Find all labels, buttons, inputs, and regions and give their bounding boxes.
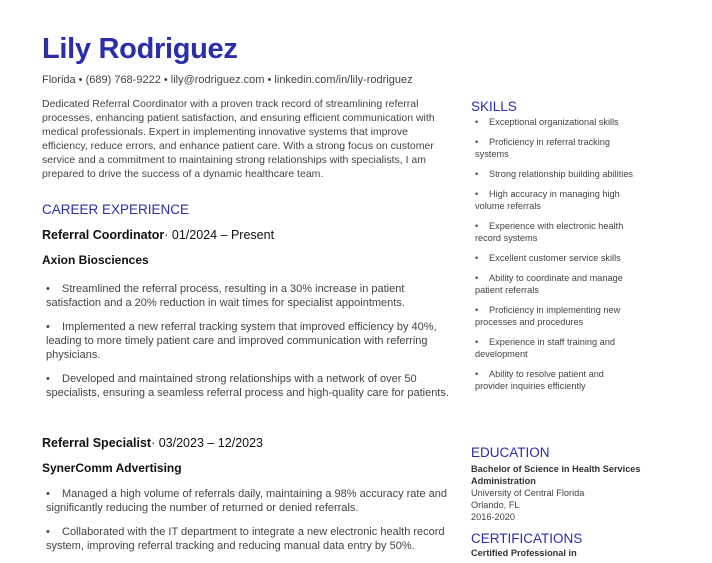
list-item: • Managed a high volume of referrals daily, maintaining a 98% accuracy rate and significantly reducing the number of returned or denied referrals. [46, 488, 448, 514]
job-dates-1: · 01/2024 – Present [164, 228, 275, 242]
school: University of Central Florida [471, 488, 585, 498]
degree: Bachelor of Science in Health Services Administration [471, 464, 641, 486]
summary-paragraph: Dedicated Referral Coordinator with a proven track record of streamlining referral processes, enhancing patient satisfaction, and ensuring efficient communication with medical professionals. Expert in implementing innovative systems that improve efficiency, reduce errors, and enhance patient care. With a strong focus on customer service and a commitment to maintaining strong relationships with specialists, I am prepared to drive the success of a dynamic healthcare team. [42, 98, 435, 180]
certifications-heading: CERTIFICATIONS [471, 531, 583, 546]
education-years: 2016-2020 [471, 512, 515, 522]
list-item: • Collaborated with the IT department to integrate a new electronic health record system, improving referral tracking and reducing manual data entry by 50%. [46, 526, 445, 552]
contact-line: Florida • (689) 768-9222 • lily@rodriguez.com • linkedin.com/in/lily-rodriguez [42, 74, 413, 86]
experience-heading: CAREER EXPERIENCE [42, 202, 190, 217]
list-item: • Exceptional organizational skills [475, 117, 619, 127]
list-item: • Implemented a new referral tracking system that improved efficiency by 40%, leading to more timely patient care and improved communication with referring physicians. [46, 321, 437, 361]
education-entry [471, 463, 641, 523]
certification-entry: Certified Professional in [471, 548, 577, 558]
list-item: • Strong relationship building abilities [475, 169, 634, 179]
education-heading: EDUCATION [471, 445, 550, 460]
list-item: • Developed and maintained strong relationships with a network of over 50 specialists, ensuring a seamless referral process and high-quality care for patients. [46, 373, 449, 399]
job-dates-2: · 03/2023 – 12/2023 [151, 436, 263, 450]
job-title-2 [42, 436, 263, 450]
list-item: • Ability to resolve patient and provider inquiries efficiently [475, 369, 604, 391]
candidate-name: Lily Rodriguez [42, 33, 238, 65]
school-location: Orlando, FL [471, 500, 520, 510]
list-item: • Excellent customer service skills [475, 253, 621, 263]
list-item: • Proficiency in referral tracking systems [475, 137, 611, 159]
company-2: SynerComm Advertising [42, 461, 182, 475]
list-item: • Proficiency in implementing new processes and procedures [475, 305, 621, 327]
list-item: • High accuracy in managing high volume referrals [475, 189, 620, 211]
list-item: • Experience with electronic health record systems [475, 221, 624, 243]
job-role-1: Referral Coordinator [42, 228, 165, 242]
job-bullets-1 [46, 282, 458, 410]
job-role-2: Referral Specialist [42, 436, 152, 450]
skills-heading: SKILLS [471, 99, 517, 114]
skills-list [475, 116, 635, 400]
job-title-1 [42, 228, 274, 242]
list-item: • Streamlined the referral process, resulting in a 30% increase in patient satisfaction and a 20% reduction in wait times for specialist appointments. [46, 283, 405, 309]
company-1: Axion Biosciences [42, 253, 149, 267]
list-item: • Ability to coordinate and manage patient referrals [475, 273, 623, 295]
list-item: • Experience in staff training and development [475, 337, 615, 359]
job-bullets-2 [46, 487, 458, 563]
